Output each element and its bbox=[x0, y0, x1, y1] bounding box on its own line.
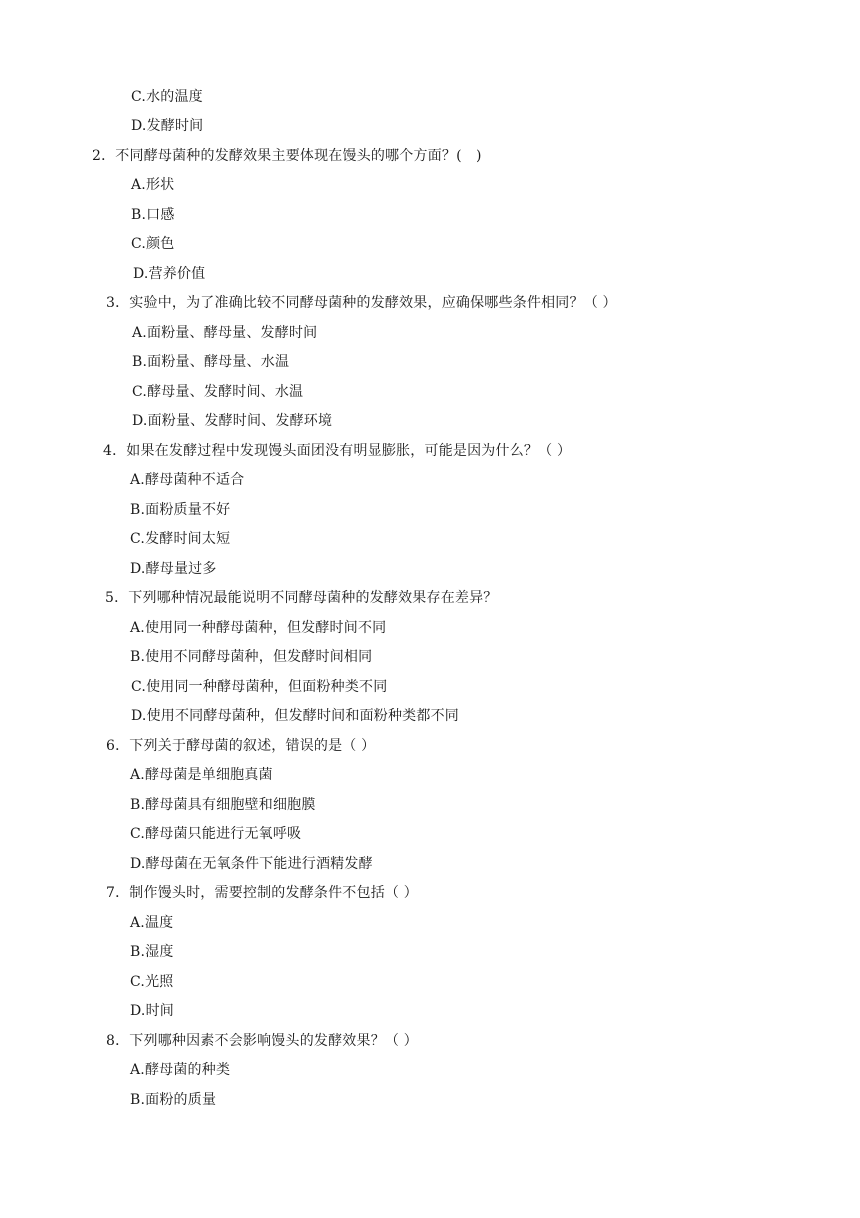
option-1d: D.发酵时间 bbox=[131, 118, 204, 134]
option-6a: A.酵母菌是单细胞真菌 bbox=[130, 767, 273, 783]
option-6d: D.酵母菌在无氧条件下能进行酒精发酵 bbox=[130, 856, 373, 872]
option-2d: D.营养价值 bbox=[133, 266, 206, 282]
option-2a: A.形状 bbox=[131, 177, 175, 193]
option-5a: A.使用同一种酵母菌种，但发酵时间不同 bbox=[130, 620, 387, 636]
option-7d: D.时间 bbox=[130, 1003, 174, 1019]
option-8b: B.面粉的质量 bbox=[130, 1092, 217, 1108]
option-6b: B.酵母菌具有细胞壁和细胞膜 bbox=[130, 797, 316, 813]
option-8a: A.酵母菌的种类 bbox=[130, 1062, 231, 1078]
option-1c: C.水的温度 bbox=[131, 89, 203, 105]
option-4c: C.发酵时间太短 bbox=[130, 531, 231, 547]
option-6c: C.酵母菌只能进行无氧呼吸 bbox=[130, 826, 302, 842]
question-4: 4．如果在发酵过程中发现馒头面团没有明显膨胀，可能是因为什么？（ ） bbox=[103, 443, 572, 459]
question-3: 3．实验中，为了准确比较不同酵母菌种的发酵效果，应确保哪些条件相同？（ ） bbox=[106, 295, 617, 311]
question-5: 5．下列哪种情况最能说明不同酵母菌种的发酵效果存在差异？ bbox=[105, 590, 498, 606]
option-2c: C.颜色 bbox=[131, 236, 175, 252]
option-5d: D.使用不同酵母菌种，但发酵时间和面粉种类都不同 bbox=[131, 708, 459, 724]
option-5b: B.使用不同酵母菌种，但发酵时间相同 bbox=[130, 649, 373, 665]
option-3a: A.面粉量、酵母量、发酵时间 bbox=[132, 325, 318, 341]
question-7: 7．制作馒头时，需要控制的发酵条件不包括（ ） bbox=[106, 885, 418, 901]
option-4b: B.面粉质量不好 bbox=[130, 502, 231, 518]
question-8: 8．下列哪种因素不会影响馒头的发酵效果？（ ） bbox=[106, 1033, 418, 1049]
question-2: 2．不同酵母菌种的发酵效果主要体现在馒头的哪个方面？( ) bbox=[92, 148, 482, 164]
option-4d: D.酵母量过多 bbox=[130, 561, 217, 577]
option-7b: B.湿度 bbox=[130, 944, 174, 960]
option-3d: D.面粉量、发酵时间、发酵环境 bbox=[132, 413, 333, 429]
option-7c: C.光照 bbox=[130, 974, 174, 990]
option-2b: B.口感 bbox=[131, 207, 175, 223]
question-6: 6．下列关于酵母菌的叙述，错误的是（ ） bbox=[106, 738, 376, 754]
option-3b: B.面粉量、酵母量、水温 bbox=[132, 354, 290, 370]
option-5c: C.使用同一种酵母菌种，但面粉种类不同 bbox=[131, 679, 388, 695]
option-3c: C.酵母量、发酵时间、水温 bbox=[132, 384, 304, 400]
option-7a: A.温度 bbox=[130, 915, 174, 931]
option-4a: A.酵母菌种不适合 bbox=[130, 472, 245, 488]
